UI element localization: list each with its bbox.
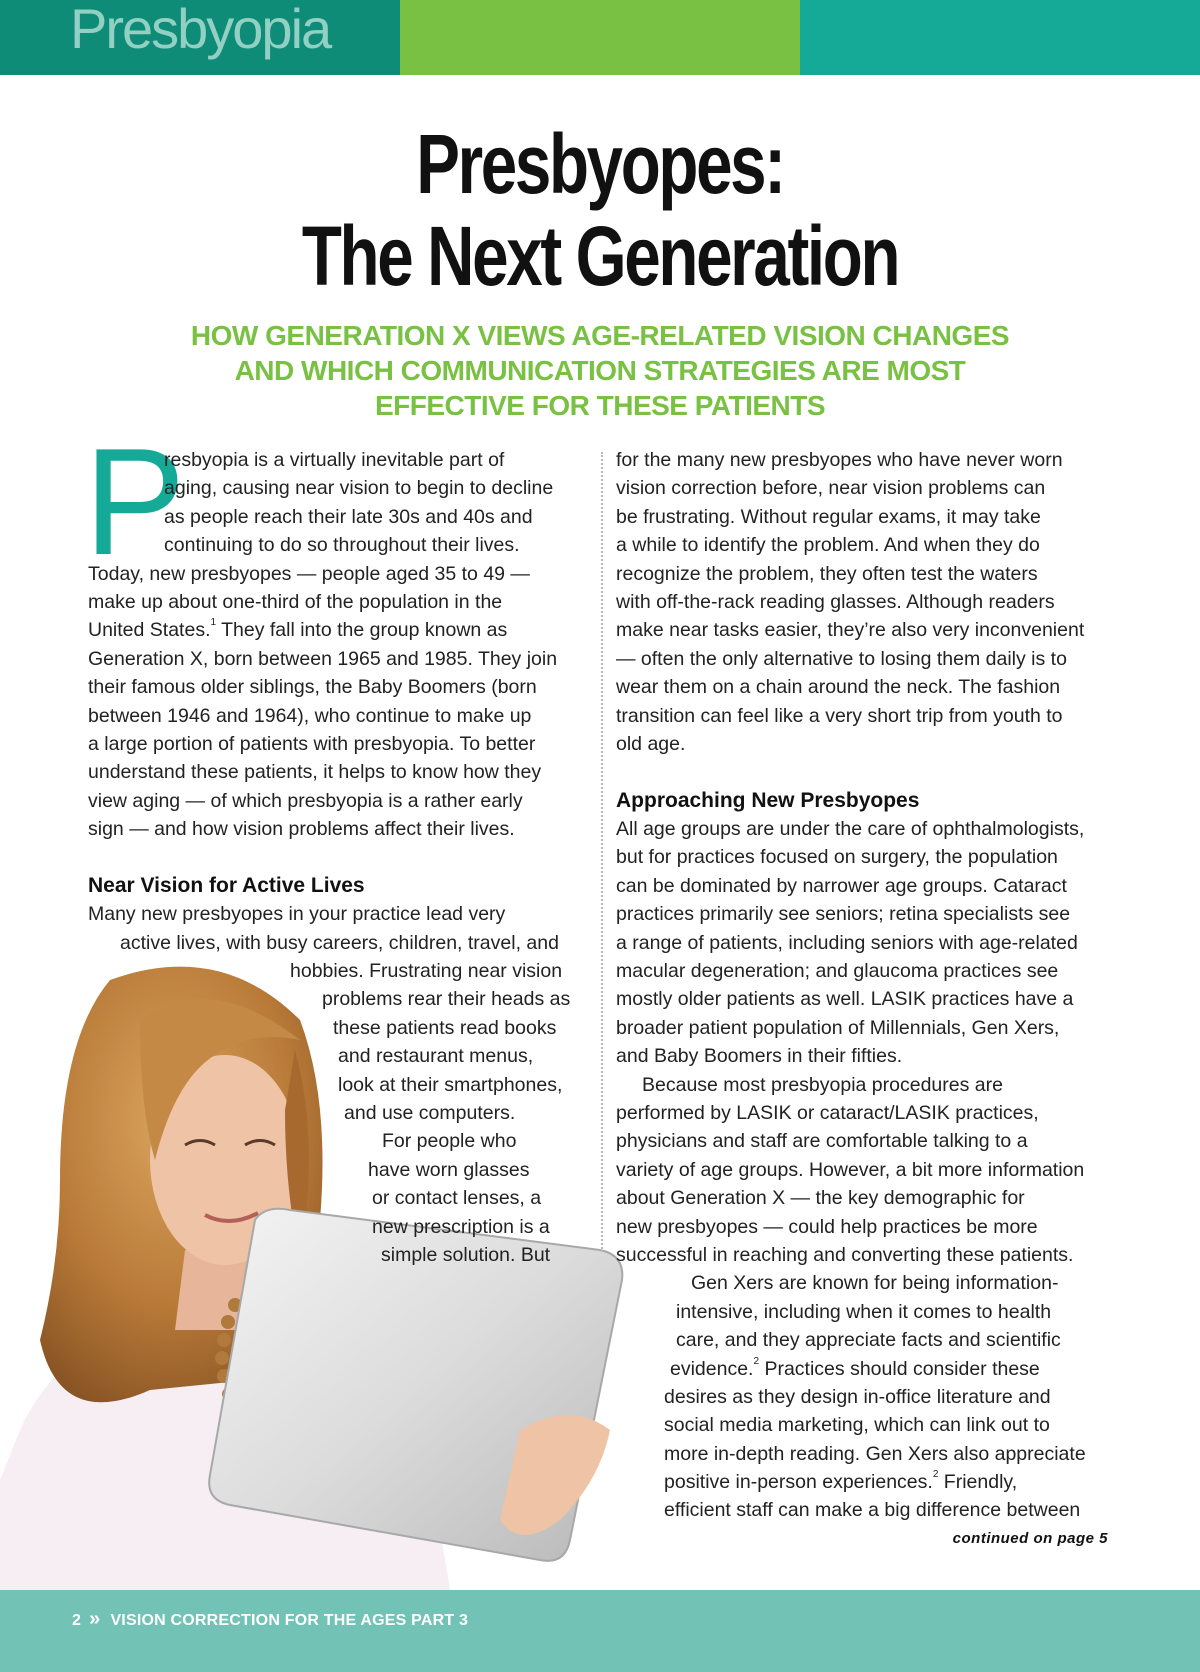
body-line: a while to identify the problem. And when they do — [616, 534, 1040, 557]
body-line: new presbyopes — could help practices be more — [616, 1215, 1038, 1238]
reference-marker: 2 — [753, 1355, 760, 1367]
body-line: desires as they design in-office literature and — [664, 1385, 1051, 1408]
body-line: have worn glasses — [368, 1158, 530, 1181]
body-line: aging, causing near vision to begin to decline — [164, 477, 554, 500]
body-line: United States.$^1$ They fall into the group known as — [88, 617, 508, 642]
body-line: mostly older patients as well. LASIK practices have a — [616, 988, 1074, 1011]
body-line: Today, new presbyopes — people aged 35 to 49 — — [88, 562, 530, 585]
body-line: can be dominated by narrower age groups. Cataract — [616, 874, 1067, 897]
body-line: practices primarily see seniors; retina specialists see — [616, 903, 1071, 926]
chevron-right-icon: » — [89, 1608, 101, 1630]
body-line: hobbies. Frustrating near vision — [290, 960, 563, 983]
footer — [72, 1608, 468, 1631]
body-line: old age. — [616, 732, 686, 755]
body-line: continuing to do so throughout their lives. — [164, 534, 520, 557]
left-column — [88, 446, 588, 1269]
body-line: variety of age groups. However, a bit more information — [616, 1158, 1085, 1181]
body-line: but for practices focused on surgery, the population — [616, 846, 1058, 869]
deck-line-2: AND WHICH COMMUNICATION STRATEGIES ARE MOST — [234, 355, 966, 386]
body-line: recognize the problem, they often test the waters — [616, 562, 1038, 585]
deck — [90, 318, 1110, 423]
body-line: simple solution. But — [381, 1243, 551, 1266]
body-line: make near tasks easier, they’re also very inconvenient — [616, 619, 1085, 642]
body-line: physicians and staff are comfortable talking to a — [616, 1130, 1028, 1153]
body-line: their famous older siblings, the Baby Boomers (born — [88, 676, 537, 699]
body-line: performed by LASIK or cataract/LASIK practices, — [616, 1101, 1039, 1124]
body-line: a range of patients, including seniors with age-related — [616, 931, 1078, 954]
body-line: evidence.$^2$ Practices should consider these — [670, 1355, 1040, 1380]
body-line: resbyopia is a virtually inevitable part of — [164, 449, 505, 471]
subhead-approaching: Approaching New Presbyopes — [616, 788, 920, 812]
body-line: — often the only alternative to losing them daily is to — [616, 647, 1067, 670]
body-line: intensive, including when it comes to health — [676, 1300, 1052, 1323]
body-line: For people who — [382, 1130, 517, 1153]
body-line: make up about one-third of the population in the — [88, 590, 503, 613]
body-line: more in-depth reading. Gen Xers also appreciate — [664, 1442, 1086, 1465]
body-line: or contact lenses, a — [372, 1187, 542, 1210]
reference-marker: 1 — [210, 617, 217, 629]
deck-line-1: HOW GENERATION X VIEWS AGE-RELATED VISION CHANGES — [190, 320, 1010, 351]
right-column — [616, 446, 1116, 1525]
body-line: positive in-person experiences.$^2$ Friendly, — [664, 1469, 1018, 1494]
body-line: problems rear their heads as — [322, 988, 571, 1011]
body-line: be frustrating. Without regular exams, it may take — [616, 505, 1041, 528]
body-line: care, and they appreciate facts and scientific — [676, 1329, 1061, 1352]
continued-note: continued on page 5 — [952, 1530, 1108, 1547]
headline — [132, 118, 1068, 302]
body-line: wear them on a chain around the neck. The fashion — [616, 676, 1061, 699]
body-line: vision correction before, near vision problems can — [616, 477, 1046, 500]
body-line: Because most presbyopia procedures are — [642, 1073, 1003, 1096]
body-line: a large portion of patients with presbyopia. To better — [88, 732, 536, 755]
body-line: as people reach their late 30s and 40s and — [164, 505, 533, 528]
body-line: these patients read books — [333, 1016, 557, 1039]
body-line: new prescription is a — [372, 1215, 550, 1238]
section-header-band — [0, 0, 1200, 75]
body-line: All age groups are under the care of ophthalmologists, — [616, 818, 1085, 841]
body-line: Generation X, born between 1965 and 1985. They join — [88, 647, 558, 670]
page-number: 2 — [72, 1612, 82, 1629]
body-line: with off-the-rack reading glasses. Although readers — [616, 590, 1055, 613]
body-line: sign — and how vision problems affect their lives. — [88, 818, 515, 841]
band-segment-aqua — [800, 0, 1200, 75]
body-line: macular degeneration; and glaucoma practices see — [616, 960, 1059, 983]
body-line: understand these patients, it helps to know how they — [88, 761, 542, 784]
body-line: and Baby Boomers in their fifties. — [616, 1045, 903, 1068]
publication-title: VISION CORRECTION FOR THE AGES PART 3 — [110, 1612, 469, 1629]
drop-cap: P — [84, 417, 186, 587]
body-line: view aging — of which presbyopia is a rather early — [88, 789, 523, 812]
body-line: look at their smartphones, — [338, 1073, 563, 1096]
body-line: successful in reaching and converting these patients. — [616, 1243, 1074, 1266]
body-line: active lives, with busy careers, children, travel, and — [120, 931, 559, 954]
body-line: Many new presbyopes in your practice lead very — [88, 903, 506, 926]
body-line: and restaurant menus, — [338, 1045, 534, 1068]
headline-line-2: The Next Generation — [301, 209, 899, 303]
body-line: social media marketing, which can link out to — [664, 1414, 1050, 1437]
subhead-near-vision: Near Vision for Active Lives — [88, 873, 365, 897]
column-divider — [601, 452, 603, 1252]
section-title: Presbyopia — [70, 0, 331, 60]
body-line: between 1946 and 1964), who continue to make up — [88, 704, 532, 727]
body-line: efficient staff can make a big difference between — [664, 1499, 1081, 1522]
deck-line-3: EFFECTIVE FOR THESE PATIENTS — [374, 390, 826, 421]
reference-marker: 2 — [932, 1469, 939, 1481]
headline-line-1: Presbyopes: — [416, 117, 784, 211]
footer-band — [0, 1590, 1200, 1672]
band-segment-green — [400, 0, 800, 75]
body-line: for the many new presbyopes who have never worn — [616, 449, 1063, 471]
body-line: and use computers. — [344, 1101, 516, 1124]
body-line: about Generation X — the key demographic for — [616, 1187, 1025, 1210]
body-line: Gen Xers are known for being information- — [691, 1272, 1059, 1295]
body-line: broader patient population of Millennials, Gen Xers, — [616, 1016, 1060, 1039]
body-line: transition can feel like a very short trip from youth to — [616, 704, 1063, 727]
